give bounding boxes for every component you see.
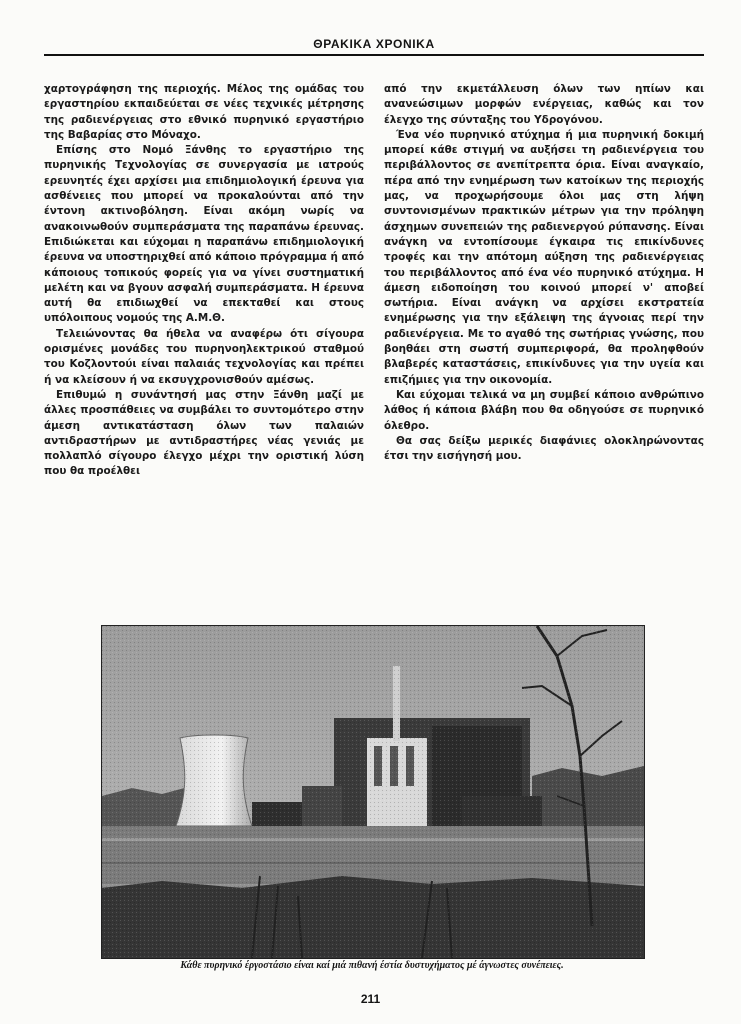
nuclear-plant-photo: [101, 625, 645, 959]
paragraph: Επίσης στο Νομό Ξάνθης το εργαστήριο της πυρηνικής Τεχνολογίας σε συνεργασία με ιατρούς ερευνητές έχει αρχίσει μια επιδημιολογική έρευνα για ασθένειες που μπορεί να προκαλούνται από την έντονη ακτινοβόληση. Είναι ακόμη νωρίς να ανακοινωθούν συμπεράσματα της παραπάνω έρευνας. Επιδιώκεται και εύχομαι η παραπάνω επιδημιολογική έρευνα να υποστηριχθεί από κάποιο πρόγραμμα ή από κάποιους τοπικούς φορείς για να γίνει συστηματική μελέτη και να βγουν ασφαλή συμπεράσματα. Η έρευνα αυτή θα επιδιωχθεί να επεκταθεί και στους υπόλοιπους νομούς της Α.Μ.Θ.: [44, 144, 364, 325]
paragraph: Τελειώνοντας θα ήθελα να αναφέρω ότι σίγουρα ορισμένες μονάδες του πυρηνοηλεκτρικού σταθμού του Κοζλοντούι είναι παλαιάς τεχνολογίας και πρέπει ή να κλείσουν ή να εκσυγχρονισθούν αμέσως.: [44, 327, 364, 386]
right-text-column: [384, 82, 704, 464]
paragraph: Ένα νέο πυρηνικό ατύχημα ή μια πυρηνική δοκιμή μπορεί κάθε στιγμή να αυξήσει τη ραδιενέργεια του περιβάλλοντος σε ανεπίτρεπτα όρια. Είναι αναγκαίο, πέρα από την ενημέρωση των κατοίκων της περιοχής μας, να προχωρήσουμε όλοι μας στη λήψη συντονισμένων πρακτικών μέτρων για την πρόληψη άσχημων συνεπειών της ραδιενεργού ρύπανσης. Είναι ανάγκη να εντοπίσουμε έγκαιρα τις επικίνδυνες τροφές και την απότομη αύξηση της ραδιενέργειας του περιβάλλοντος από ένα νέο πυρηνικό ατύχημα. Η άμεση ειδοποίηση του κοινού μπορεί ν' αποβεί σωτήρια. Είναι ανάγκη να αρχίσει εκστρατεία ενημέρωσης για την εξάλειψη της άγνοιας περί την ραδιενέργεια. Με το αγαθό της σωτήριας γνώσης, που βοηθάει στη σωστή συμπεριφορά, θα προληφθούν βλαβερές καταστάσεις, επικίνδυνες για την υγεία και επιζήμιες για την οικονομία.: [384, 128, 704, 386]
paragraph: από την εκμετάλλευση όλων των ηπίων και ανανεώσιμων μορφών ενέργειας, καθώς και τον έλεγχο της σύνταξης του Υδρογόνου.: [384, 83, 704, 126]
paragraph: Θα σας δείξω μερικές διαφάνιες ολοκληρώνοντας έτσι την εισήγησή μου.: [384, 434, 704, 463]
paragraph: χαρτογράφηση της περιοχής. Μέλος της ομάδας του εργαστηρίου εκπαιδεύεται σε νέες τεχνικές μέτρησης της ραδιενέργειας στο εθνικό πυρηνικό εργαστήριο της Βαβαρίας στο Μόναχο.: [44, 83, 364, 141]
paragraph: Και εύχομαι τελικά να μη συμβεί κάποιο ανθρώπινο λάθος ή κάποια βλάβη που θα οδηγούσε σε πυρηνικό όλεθρο.: [384, 388, 704, 432]
page-number: 211: [360, 992, 381, 1006]
paragraph: Επιθυμώ η συνάντησή μας στην Ξάνθη μαζί με άλλες προσπάθειες να συμβάλει το συντομότερο στην άμεση αντικατάσταση όλων των παλαιών αντιδραστήρων με αντιδραστήρες νέας γενιάς με πολλαπλό σίγουρο έλεγχο μέχρι την οριστική λύση που θα προέλθει: [44, 388, 364, 478]
photo-caption: Κάθε πυρηνικό έργοστάσιο είναι καί μιά πιθανή έστία δυστυχήματος μέ άγνωστες συνέπειες.: [180, 960, 564, 971]
left-text-column: [44, 82, 364, 480]
running-header: ΘΡΑΚΙΚΑ ΧΡΟΝΙΚΑ: [313, 37, 435, 51]
header-rule: [44, 54, 704, 56]
